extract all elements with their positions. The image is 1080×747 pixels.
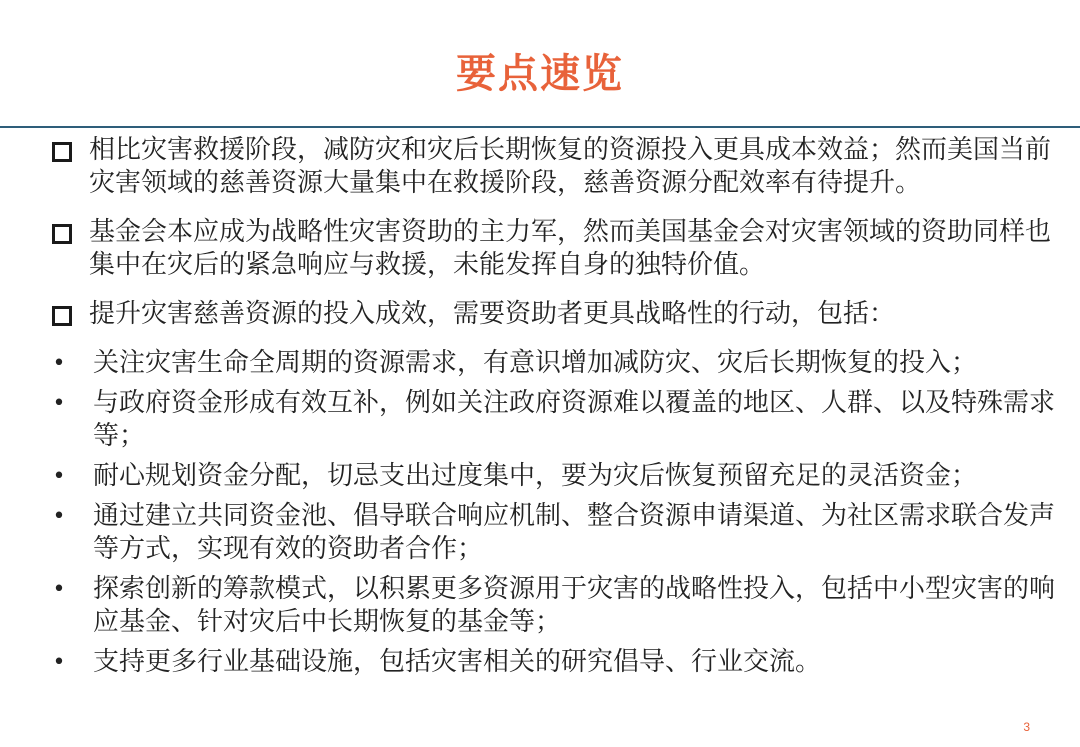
bullet-icon: • bbox=[52, 650, 66, 675]
page-number: 3 bbox=[1023, 720, 1030, 734]
bullet-icon: • bbox=[52, 351, 66, 376]
key-point-1 bbox=[52, 134, 1062, 200]
sub-list-text: 通过建立共同资金池、倡导联合响应机制、整合资源申请渠道、为社区需求联合发声等方式，实现有效的资助者合作； bbox=[93, 501, 1056, 564]
sub-list-item bbox=[52, 387, 1062, 453]
sub-list-item bbox=[52, 347, 1062, 380]
action-sublist bbox=[52, 347, 1062, 679]
square-box-icon bbox=[52, 142, 72, 162]
square-box-icon bbox=[52, 224, 72, 244]
sub-list-text: 探索创新的筹款模式，以积累更多资源用于灾害的战略性投入，包括中小型灾害的响应基金、针对灾后中长期恢复的基金等； bbox=[93, 574, 1056, 637]
bullet-icon: • bbox=[52, 464, 66, 489]
bullet-icon: • bbox=[52, 577, 66, 602]
key-point-text: 提升灾害慈善资源的投入成效，需要资助者更具战略性的行动，包括： bbox=[89, 299, 896, 329]
key-point-text: 基金会本应成为战略性灾害资助的主力军，然而美国基金会对灾害领域的资助同样也集中在灾后的紧急响应与救援，未能发挥自身的独特价值。 bbox=[89, 217, 1052, 280]
bullet-icon: • bbox=[52, 391, 66, 416]
bullet-icon: • bbox=[52, 504, 66, 529]
key-points-list bbox=[52, 134, 1062, 686]
sub-list-text: 支持更多行业基础设施，包括灾害相关的研究倡导、行业交流。 bbox=[93, 647, 822, 677]
sub-list-text: 耐心规划资金分配，切忌支出过度集中，要为灾后恢复预留充足的灵活资金； bbox=[93, 461, 978, 491]
sub-list-item bbox=[52, 500, 1062, 566]
slide-title: 要点速览 bbox=[456, 51, 624, 97]
sub-list-item bbox=[52, 646, 1062, 679]
title-divider bbox=[0, 126, 1080, 128]
sub-list-text: 与政府资金形成有效互补，例如关注政府资源难以覆盖的地区、人群、以及特殊需求等； bbox=[93, 388, 1056, 451]
square-box-icon bbox=[52, 306, 72, 326]
sub-list-item bbox=[52, 573, 1062, 639]
key-point-text: 相比灾害救援阶段，减防灾和灾后长期恢复的资源投入更具成本效益；然而美国当前灾害领域的慈善资源大量集中在救援阶段，慈善资源分配效率有待提升。 bbox=[89, 135, 1052, 198]
sub-list-item bbox=[52, 460, 1062, 493]
key-point-3 bbox=[52, 298, 1062, 331]
sub-list-text: 关注灾害生命全周期的资源需求，有意识增加减防灾、灾后长期恢复的投入； bbox=[93, 348, 978, 378]
key-point-2 bbox=[52, 216, 1062, 282]
